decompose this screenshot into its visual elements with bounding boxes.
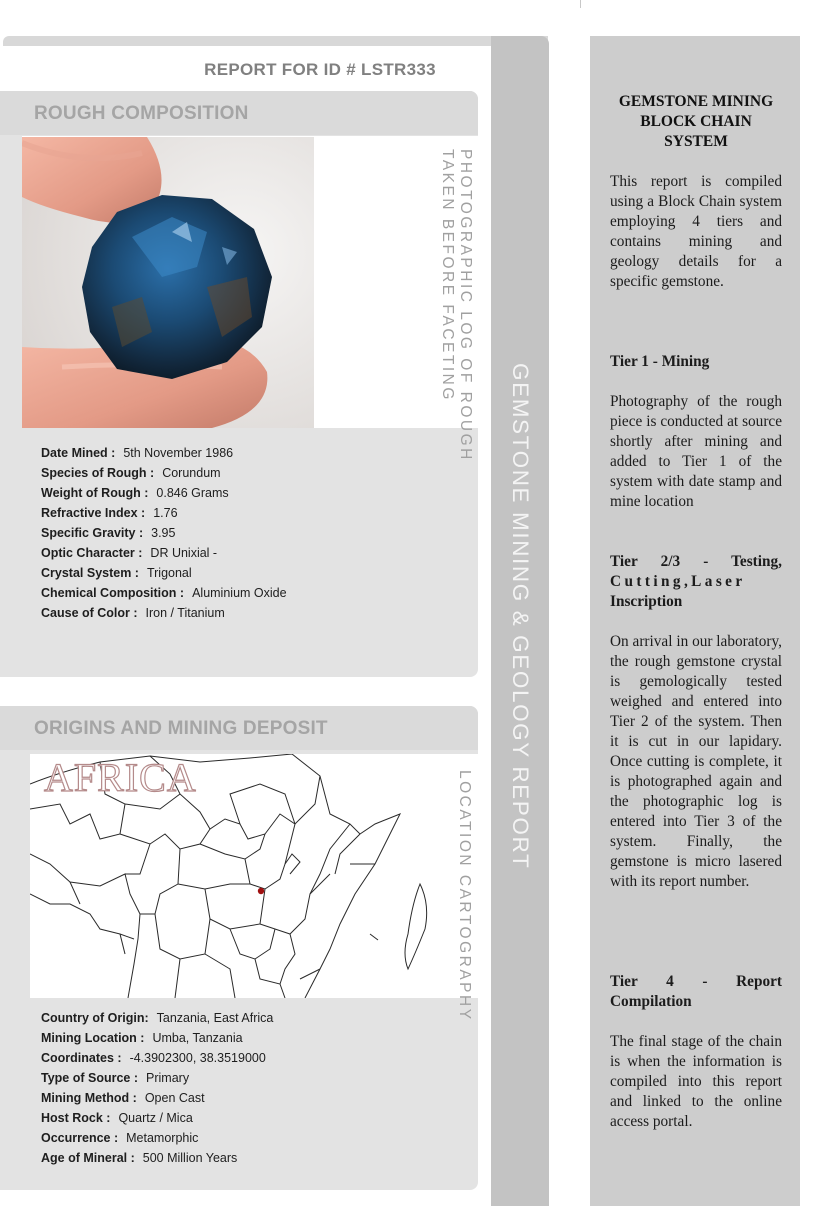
field-value: Aluminium Oxide (192, 586, 287, 600)
field-label: Country of Origin: (41, 1011, 149, 1025)
field-label: Coordinates : (41, 1051, 122, 1065)
rough-photo-caption (438, 149, 474, 462)
rough-gemstone-photo (22, 137, 314, 428)
sidebar-title: GEMSTONE MINING BLOCK CHAIN SYSTEM (618, 93, 774, 150)
photo-caption-line-1: PHOTOGRAPHIC LOG OF ROUGH (457, 149, 474, 462)
rough-fields-list (41, 443, 287, 623)
origins-panel (0, 706, 478, 1190)
field-value: Iron / Titanium (145, 606, 225, 620)
field-row (41, 1008, 273, 1028)
field-row (41, 443, 287, 463)
center-report-title: GEMSTONE MINING & GEOLOGY REPORT (508, 363, 533, 870)
field-value: Tanzania, East Africa (156, 1011, 274, 1025)
tier1-text: Photography of the rough piece is conducted at source shortly after mining and added to Tier 1 of the system with date stamp and mine location (610, 393, 782, 510)
tier1-heading: Tier 1 - Mining (610, 353, 710, 370)
field-label: Type of Source : (41, 1071, 139, 1085)
origins-fields-list (41, 1008, 273, 1168)
field-row (41, 1128, 273, 1148)
tier23-heading (610, 552, 782, 612)
field-value: 500 Million Years (142, 1151, 238, 1165)
field-label: Mining Method : (41, 1091, 137, 1105)
field-row (41, 543, 287, 563)
field-value: Quartz / Mica (118, 1111, 193, 1125)
field-row (41, 523, 287, 543)
field-row (41, 463, 287, 483)
center-title-band (491, 36, 549, 1206)
map-region-label: AFRICA (44, 755, 197, 800)
field-row (41, 483, 287, 503)
field-label: Date Mined : (41, 446, 116, 460)
tier4-heading: Tier 4 - Report Compilation (610, 973, 782, 1010)
field-value: DR Unixial - (150, 546, 218, 560)
field-row (41, 503, 287, 523)
field-label: Mining Location : (41, 1031, 145, 1045)
field-label: Specific Gravity : (41, 526, 144, 540)
field-label: Optic Character : (41, 546, 143, 560)
sidebar-intro: This report is compiled using a Block Chain system employing 4 tiers and contains mining and geology details for a specific gemstone. (610, 173, 782, 290)
field-value: Open Cast (144, 1091, 205, 1105)
tier4-text: The final stage of the chain is when the information is compiled into this report and linked to the online access portal. (610, 1033, 782, 1130)
top-bar (3, 36, 548, 46)
field-value: Umba, Tanzania (152, 1031, 243, 1045)
tier23-text: On arrival in our laboratory, the rough gemstone crystal is gemologically tested weighed and entered into Tier 2 of the system. Then it is cut in our lapidary. Once cutting is complete, it is photographed again and the photographic log is entered into Tier 3 of the system. Finally, the gemstone is micro lasered with its report number. (610, 633, 782, 890)
field-label: Age of Mineral : (41, 1151, 135, 1165)
field-row (41, 1048, 273, 1068)
origins-title: ORIGINS AND MINING DEPOSIT (34, 718, 328, 739)
field-label: Refractive Index : (41, 506, 146, 520)
field-value: 0.846 Grams (156, 486, 229, 500)
top-divider-tick (580, 0, 581, 8)
field-label: Crystal System : (41, 566, 139, 580)
mine-location-marker (258, 888, 264, 894)
field-value: Metamorphic (126, 1131, 199, 1145)
blockchain-sidebar (590, 36, 800, 1206)
field-row (41, 603, 287, 623)
field-value: Primary (146, 1071, 190, 1085)
rough-composition-header (0, 91, 478, 135)
field-row (41, 1088, 273, 1108)
origins-header (0, 706, 478, 750)
field-value: 3.95 (151, 526, 176, 540)
field-label: Weight of Rough : (41, 486, 149, 500)
field-row (41, 1028, 273, 1048)
field-value: Corundum (162, 466, 221, 480)
field-value: -4.3902300, 38.3519000 (129, 1051, 266, 1065)
field-value: 1.76 (153, 506, 178, 520)
rough-composition-title: ROUGH COMPOSITION (34, 103, 249, 124)
africa-map (30, 754, 478, 998)
field-row (41, 1108, 273, 1128)
field-label: Species of Rough : (41, 466, 155, 480)
field-label: Occurrence : (41, 1131, 119, 1145)
tier23-heading-line-1: Tier 2/3 - Testing, (610, 553, 782, 570)
field-value: 5th November 1986 (123, 446, 234, 460)
tier23-heading-line-2: Cutting,Laser (610, 573, 746, 590)
field-row (41, 563, 287, 583)
field-row (41, 583, 287, 603)
map-caption: LOCATION CARTOGRAPHY (456, 770, 473, 1022)
field-row (41, 1148, 273, 1168)
field-label: Cause of Color : (41, 606, 138, 620)
field-label: Chemical Composition : (41, 586, 185, 600)
photo-caption-line-2: TAKEN BEFORE FACETING (439, 149, 456, 402)
field-label: Host Rock : (41, 1111, 111, 1125)
field-value: Trigonal (146, 566, 192, 580)
rough-composition-panel (0, 91, 478, 677)
report-id-heading: REPORT FOR ID # LSTR333 (204, 60, 436, 79)
field-row (41, 1068, 273, 1088)
tier23-heading-line-3: Inscription (610, 593, 683, 610)
